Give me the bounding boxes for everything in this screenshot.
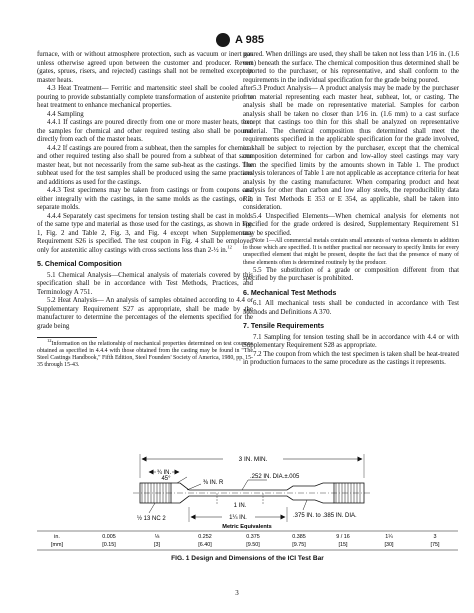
metric-equivalent-cell: 0.375 (246, 534, 260, 540)
right-column (243, 51, 459, 368)
paragraph (243, 351, 459, 368)
paragraph (37, 111, 253, 120)
paragraph-text: poured. When drillings are used, they shall be taken not less than 1⁄16 in. (1.6 mm) beneath the surface. The chemical composition thus determined shall be reported to the purchaser, or his representative, and shall conform to the requirements in the individual specification for the grade being poured. (243, 51, 459, 84)
dim-angle: 45° (161, 476, 171, 482)
paragraph (243, 267, 459, 284)
paragraph (243, 334, 459, 351)
paragraph-text: 7.2 The coupon from which the test specimen is taken shall be heat-treated in production furnaces to the same procedure as the castings it represents. (243, 350, 459, 367)
dim-gage-length: 1 IN. (233, 503, 247, 509)
section-heading (243, 322, 459, 331)
metric-equivalent-cell: [0.15] (102, 542, 116, 548)
section-heading (37, 260, 253, 269)
paragraph (37, 85, 253, 111)
paragraph-text: 5.1 Chemical Analysis—Chemical analysis of materials covered by this specification shall be in accordance with Test Methods, Practices, and Terminology A 751. (37, 271, 253, 296)
dim-overall-length: 3 IN. MIN. (238, 456, 268, 463)
note-text: Note 1—All commercial metals contain small amounts of various elements in addition to those which are specified. It is neither practical nor necessary to specify limits for every unspecified element that might be present, despite the fact that the presence of many of these elements often is determined routinely by the producer. (243, 238, 459, 266)
test-bar-drawing (133, 454, 371, 522)
paragraph-text: 6.1 All mechanical tests shall be conducted in accordance with Test Methods and Definitions A 370. (243, 300, 459, 316)
paragraph (37, 145, 253, 188)
section-heading (243, 289, 459, 298)
paragraph (243, 300, 459, 317)
metric-equivalent-cell: [6.40] (198, 542, 212, 548)
paragraph-text: 4.4 Sampling (47, 110, 84, 118)
paragraph (37, 119, 253, 145)
paragraph (243, 51, 459, 85)
metric-equivalent-cell: [3] (154, 542, 160, 548)
figure-caption: FIG. 1 Design and Dimensions of the ICI Test Bar (171, 555, 324, 562)
metric-equivalent-cell: [75] (430, 542, 440, 548)
footnote-ref: 12 (227, 244, 232, 250)
footnote-marker: 12 (47, 338, 52, 344)
metric-equivalent-cell: 0.005 (102, 534, 116, 540)
paragraph-text: furnace, with or without atmosphere protection, such as vacuum or inert gas unless otherwise agreed upon between the customer and producer. Revert (gates, sprues, risers, and rejected) castings shall not be remelted except in master heats. (37, 51, 253, 84)
metric-equivalent-cell: 0.385 (292, 534, 306, 540)
section-heading-text: 6. Mechanical Test Methods (243, 288, 337, 297)
paragraph-text: 7.1 Sampling for tension testing shall be in accordance with 4.4 or with Supplementary Requirement S28 as appropriate. (243, 333, 459, 350)
paragraph-text: 5.2 Heat Analysis— An analysis of samples obtained according to 4.4 or Supplementary Requirement S27 as appropriate, shall be made by the manufacturer to determine the percentages of the elements specified for the grade being (37, 297, 253, 330)
paragraph-text: 5.4 Unspecified Elements—When chemical analysis for elements not specified for the grade ordered is desired, Supplementary Requirement S1 may be specified. (243, 212, 459, 237)
dim-neck-diameter: .375 IN. to .385 IN. DIA. (293, 513, 357, 519)
astm-logo-icon (216, 33, 230, 47)
dim-shoulder: ¾ IN. (156, 470, 172, 476)
paragraph (37, 51, 253, 85)
paragraph-text: 4.4.2 If castings are poured from a subheat, then the samples for chemical and other required testing also shall be poured from a subheat of that same master heat, but not necessarily from the same sub-heat as the castings. The subheat used for the test samples shall be produced using the same practices and additions as used for the castings. (37, 144, 253, 186)
metric-equivalent-cell: 9 / 16 (336, 534, 350, 540)
paragraph (243, 85, 459, 213)
metric-equivalent-cell: ⅛ (154, 534, 160, 540)
designation: A 985 (235, 34, 264, 46)
page-number: 3 (235, 589, 239, 597)
metric-equivalent-cell: [15] (338, 542, 348, 548)
metric-equivalents-table (51, 534, 440, 548)
note (243, 238, 459, 267)
footnote-text: Information on the relationship of mechanical properties determined on test coupons obtained as specified in 4.4.4 with those obtained from the casting may be found in "The Steel Castings Handbook," Fifth Edition, Steel Founders' Society of America, 1980, pp. 15-35 through 15-43. (37, 341, 253, 368)
page-header (216, 33, 264, 47)
metric-equivalent-cell: [9.50] (246, 542, 260, 548)
paragraph (37, 213, 253, 256)
paragraph-text: 5.5 The substitution of a grade or composition different from that specified by the purchaser is prohibited. (243, 266, 459, 283)
footnote-rule (37, 337, 97, 338)
metric-equivalent-cell: [30] (384, 542, 394, 548)
metric-equivalent-cell: 3 (433, 534, 437, 540)
paragraph-text: 4.4.1 If castings are poured directly from one or more master heats, then the samples for chemical and other required testing also shall be poured directly from each of the master heats. (37, 119, 253, 143)
section-heading-text: 7. Tensile Requirements (243, 322, 325, 331)
section-heading-text: 5. Chemical Composition (37, 260, 122, 268)
paragraph (37, 187, 253, 213)
metric-equivalent-cell: in. (54, 534, 60, 540)
paragraph-text: 5.3 Product Analysis— A product analysis may be made by the purchaser from material representing each master heat, subheat, lot, or casting. The analysis shall be made on representative material. Samples for carbon analysis shall be taken no closer than 1⁄16 in. (1.6 mm) to a cast surface except that castings too thin for this shall be analyzed on representative material. The chemical composition thus determined shall meet the requirements specified in the applicable specification for the grade involved, or shall be subject to rejection by the purchaser, except that the chemical composition determined for carbon and low-alloy steel castings may vary from the specified limits by the amounts shown in Table 1. The product analysis tolerances of Table 1 are not applicable as acceptance criteria for heat analysis by the casting manufacturer. When comparing product and heat analysis for other than carbon and low alloy steels, the reproducibility data R2, in Test Methods E 353 or E 354, as applicable, shall be taken into consideration. (243, 85, 459, 211)
metric-equivalent-cell: 1¼ (385, 534, 393, 540)
dim-reduced-length: 1¼ IN. (229, 515, 247, 521)
metric-equivalents-title: Metric Equivalents (222, 524, 272, 530)
paragraph (37, 272, 253, 298)
metric-equivalent-cell: [9.75] (292, 542, 306, 548)
dim-gage-diameter: .252 IN. DIA.±.005 (250, 474, 300, 480)
paragraph-text: 4.4.3 Test specimens may be taken from castings or from coupons cast either integrally with the castings, in the same molds as the castings, or in separate molds. (37, 187, 253, 211)
paragraph (243, 213, 459, 239)
dim-radius: ⅜ IN. R (203, 480, 224, 486)
left-column (37, 51, 253, 369)
paragraph-text: 4.4.4 Separately cast specimens for tension testing shall be cast in molds of the same type and material as those used for the castings, as shown in Fig. 1, Fig. 2 and Table 2, Fig. 3, and Fig. 4 except when Supplementary Requirement S26 is specified. The test coupon in Fig. 4 shall be employed only for austenitic alloy castings with cross sections less than 2-½ in. (37, 212, 253, 254)
metric-equivalent-cell: [mm] (51, 542, 63, 548)
dim-thread: ½ 13 NC 2 (137, 516, 166, 522)
footnote (37, 338, 253, 369)
paragraph (37, 297, 253, 331)
figure-test-bar (37, 414, 458, 554)
metric-equivalent-cell: 0.252 (198, 534, 212, 540)
paragraph-text: 4.3 Heat Treatment— Ferritic and martensitic steel shall be cooled after pouring to provide substantially complete transformation of austenite prior to heat treatment to enhance mechanical properties. (37, 85, 253, 109)
